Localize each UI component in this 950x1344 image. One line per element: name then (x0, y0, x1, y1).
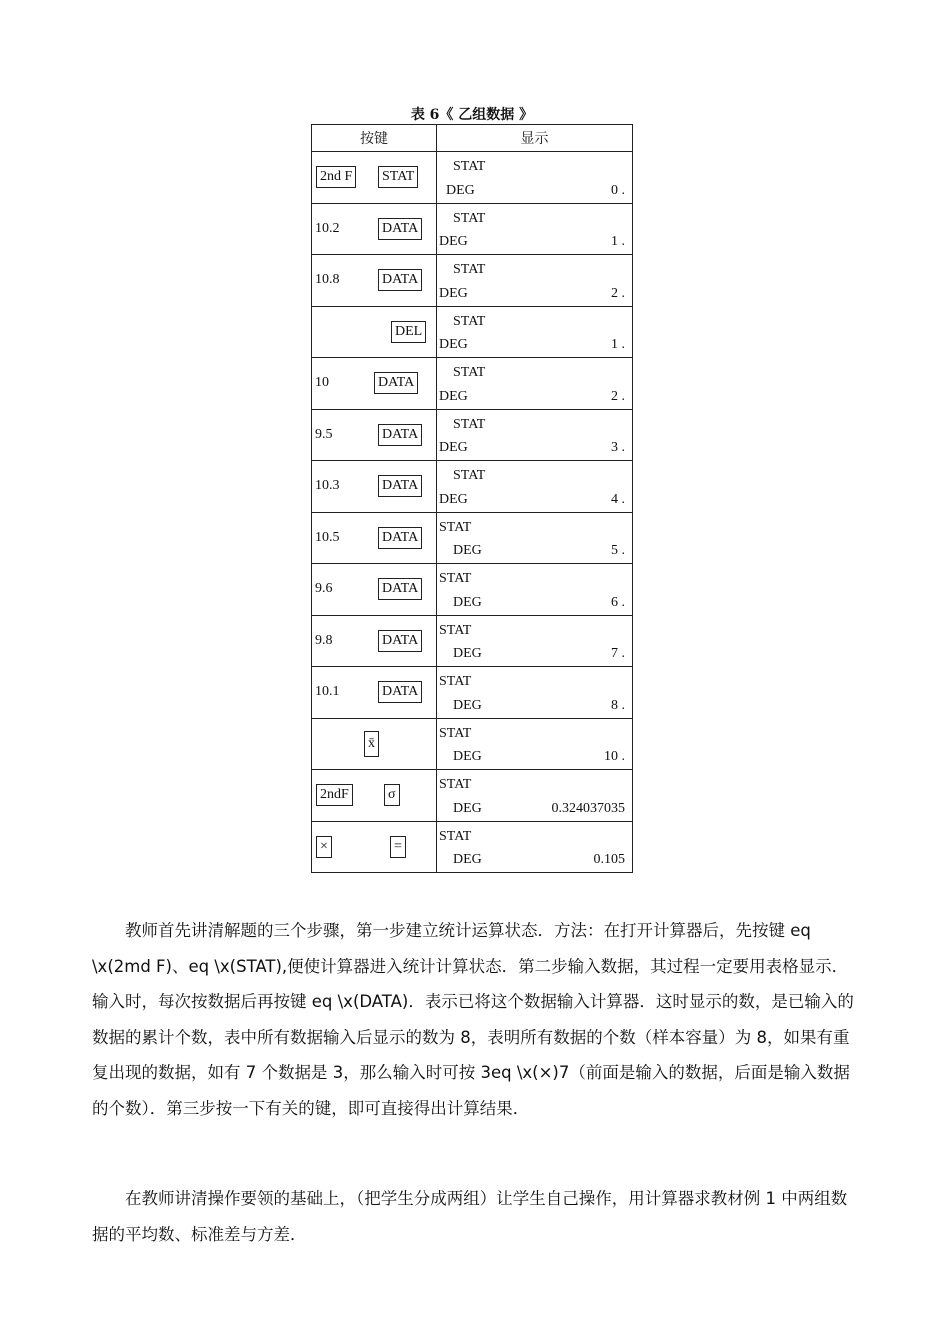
display-stat: STAT (453, 468, 486, 483)
keys-cell (312, 306, 437, 358)
display-value: 7 . (611, 646, 625, 661)
display-value: 1 . (611, 234, 625, 249)
display-value: 2 . (611, 285, 625, 301)
key-data: DATA (378, 578, 422, 600)
display-value: 2 . (611, 388, 625, 404)
display-cell (437, 564, 633, 616)
display-value: 5 . (611, 543, 625, 558)
display-cell (437, 615, 633, 667)
key-data: DATA (378, 681, 422, 703)
keys-cell (312, 409, 437, 461)
key-data: DATA (378, 630, 422, 652)
display-cell (437, 255, 633, 307)
display-deg: DEG (439, 440, 468, 455)
display-value: 8 . (611, 697, 625, 713)
display-stat: STAT (439, 725, 472, 741)
input-value: 10.3 (315, 478, 340, 494)
paragraph-steps: 教师首先讲清解题的三个步骤，第一步建立统计运算状态．方法：在打开计算器后，先按键 eq \x(2md F)、eq \x(STAT),便使计算器进入统计计算状态．第二步输入数据，其过程一定要用表格显示．输入时，每次按数据后再按键 eq \x(DATA)．表示已将这个数据输入计算器．这时显示的数，是已输入的数据的累计个数，表中所有数据输入后显示的数为 8，表明所有数据的个数（样本容量）为 8，如果有重复出现的数据，如有 7 个数据是 3，那么输入时可按 3eq \x(×)7（前面是输入的数据，后面是输入数据的个数）．第三步按一下有关的键，即可直接得出计算结果． (92, 921, 854, 1118)
table-row (312, 821, 633, 873)
display-stat: STAT (453, 159, 486, 174)
keys-cell (312, 770, 437, 822)
table-row (312, 461, 633, 513)
table-row (312, 152, 633, 204)
display-stat: STAT (453, 416, 486, 432)
key-2ndf: 2nd F (316, 166, 356, 188)
table-row (312, 564, 633, 616)
table-caption: 表 6《 乙组数据 》 (410, 107, 534, 123)
display-value: 0.324037035 (551, 800, 625, 816)
display-deg: DEG (446, 182, 475, 198)
header-display: 显示 (437, 125, 633, 152)
display-stat: STAT (439, 571, 472, 586)
display-deg: DEG (439, 388, 468, 404)
keys-cell (312, 718, 437, 770)
key-data: DATA (378, 269, 422, 291)
display-deg: DEG (453, 852, 482, 867)
key-multiply: × (316, 836, 332, 858)
display-cell (437, 203, 633, 255)
display-stat: STAT (453, 210, 486, 226)
keys-cell (312, 667, 437, 719)
input-value: 10.5 (315, 529, 340, 545)
display-cell (437, 667, 633, 719)
table-row (312, 615, 633, 667)
display-value: 10 . (604, 749, 625, 764)
display-deg: DEG (439, 285, 468, 301)
display-deg: DEG (453, 646, 482, 661)
paragraph-practice: 在教师讲清操作要领的基础上，（把学生分成两组）让学生自己操作，用计算器求教材例 1 中两组数据的平均数、标准差与方差． (92, 1189, 848, 1244)
table-row (312, 770, 633, 822)
keys-cell (312, 461, 437, 513)
input-value: 9.6 (315, 581, 333, 597)
keys-cell (312, 564, 437, 616)
keys-cell (312, 358, 437, 410)
table-row (312, 255, 633, 307)
key-data: DATA (378, 527, 422, 549)
display-cell (437, 306, 633, 358)
key-data: DATA (378, 475, 422, 497)
display-value: 6 . (611, 594, 625, 610)
key-mean: x̄ (364, 731, 379, 757)
display-deg: DEG (453, 697, 482, 713)
display-stat: STAT (439, 674, 472, 689)
display-deg: DEG (439, 234, 468, 249)
key-data: DATA (374, 372, 418, 394)
display-stat: STAT (439, 777, 472, 792)
keys-cell (312, 255, 437, 307)
input-value: 10.2 (315, 220, 340, 236)
display-deg: DEG (453, 749, 482, 764)
key-data: DATA (378, 218, 422, 240)
display-cell (437, 770, 633, 822)
display-cell (437, 512, 633, 564)
keys-cell (312, 615, 437, 667)
input-value: 10 (315, 375, 329, 391)
display-value: 0 . (611, 182, 625, 198)
display-stat: STAT (439, 519, 472, 535)
display-stat: STAT (439, 828, 472, 844)
display-cell (437, 152, 633, 204)
display-value: 0.105 (593, 852, 625, 867)
display-deg: DEG (453, 594, 482, 610)
display-stat: STAT (439, 622, 472, 638)
display-value: 1 . (611, 337, 625, 352)
keys-cell (312, 203, 437, 255)
display-value: 3 . (611, 440, 625, 455)
key-equals: = (390, 836, 406, 858)
display-value: 4 . (611, 491, 625, 507)
key-data: DATA (378, 424, 422, 446)
input-value: 9.5 (315, 426, 333, 442)
input-value: 10.8 (315, 272, 340, 288)
keys-cell (312, 821, 437, 873)
display-cell (437, 718, 633, 770)
input-value: 9.8 (315, 632, 333, 648)
display-stat: STAT (453, 313, 486, 329)
display-cell (437, 358, 633, 410)
keys-cell (312, 152, 437, 204)
display-deg: DEG (453, 543, 482, 558)
table-row (312, 203, 633, 255)
display-stat: STAT (453, 365, 486, 380)
table-row (312, 718, 633, 770)
display-cell (437, 409, 633, 461)
header-keys: 按键 (312, 125, 437, 152)
data-table (311, 124, 633, 873)
key-del: DEL (391, 321, 426, 343)
key-stat: STAT (378, 166, 418, 188)
table-row (312, 512, 633, 564)
display-deg: DEG (453, 800, 482, 816)
table-row (312, 667, 633, 719)
keys-cell (312, 512, 437, 564)
display-deg: DEG (439, 491, 468, 507)
display-deg: DEG (439, 337, 468, 352)
table-row (312, 306, 633, 358)
display-cell (437, 821, 633, 873)
key-2ndf: 2ndF (316, 784, 353, 806)
key-sigma: σ (384, 784, 400, 806)
table-row (312, 409, 633, 461)
table-row (312, 358, 633, 410)
display-cell (437, 461, 633, 513)
display-stat: STAT (453, 262, 486, 277)
input-value: 10.1 (315, 684, 340, 700)
